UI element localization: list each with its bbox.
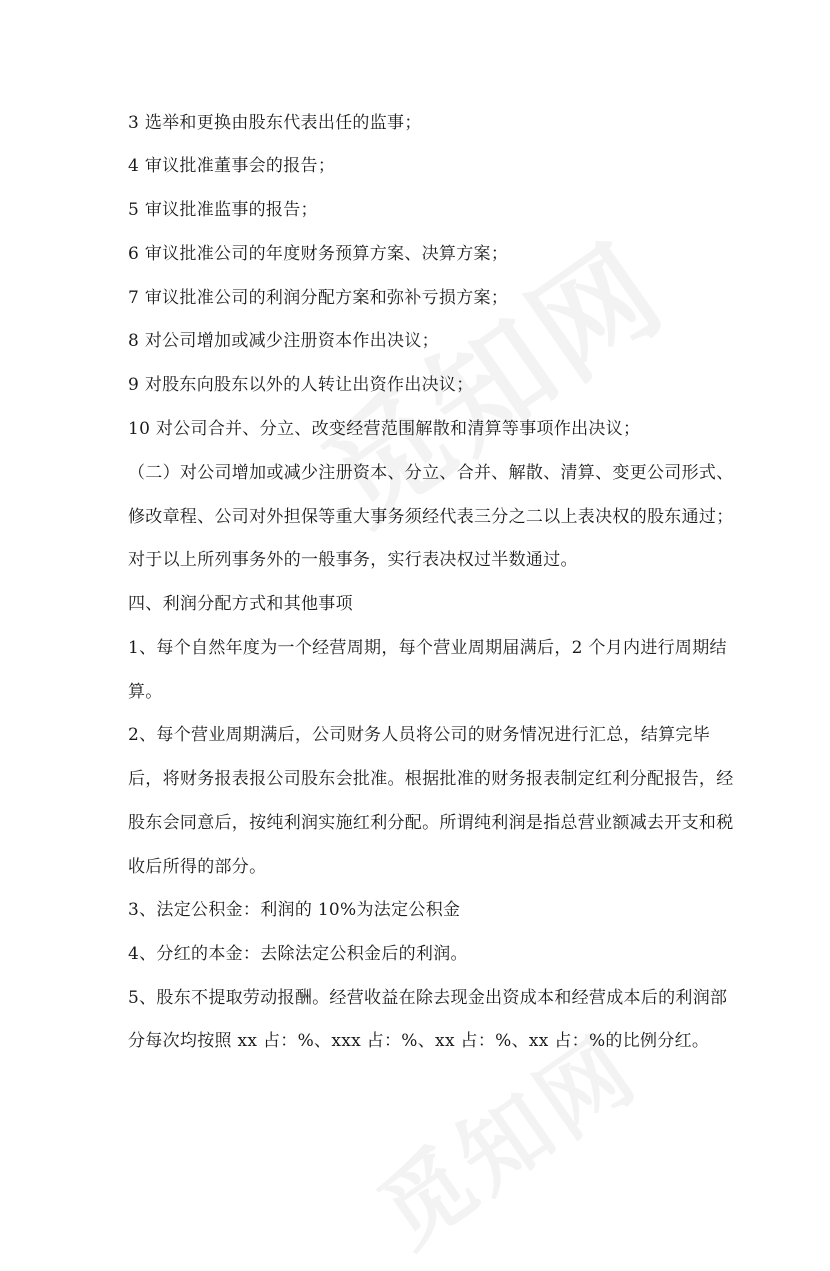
- list-item: 7 审议批准公司的利润分配方案和弥补亏损方案；: [128, 288, 509, 308]
- list-item: 8 对公司增加或减少注册资本作出决议；: [128, 331, 439, 351]
- list-item: 10 对公司合并、分立、改变经营范围解散和清算等事项作出决议；: [128, 419, 641, 439]
- list-item: 6 审议批准公司的年度财务预算方案、决算方案；: [128, 244, 509, 264]
- paragraph-line: 修改章程、公司对外担保等重大事务须经代表三分之二以上表决权的股东通过；: [128, 507, 734, 527]
- paragraph-line: 对于以上所列事务外的一般事务，实行表决权过半数通过。: [128, 550, 578, 570]
- paragraph-line: 2、每个营业周期满后，公司财务人员将公司的财务情况进行汇总，结算完毕: [128, 725, 711, 745]
- paragraph-line: 股东会同意后，按纯利润实施红利分配。所谓纯利润是指总营业额减去开支和税: [128, 813, 734, 833]
- paragraph-line: 算。: [128, 682, 163, 702]
- list-item: 3 选举和更换由股东代表出任的监事；: [128, 113, 422, 133]
- list-item: 4 审议批准董事会的报告；: [128, 156, 336, 176]
- paragraph-line: 4、分红的本金：去除法定公积金后的利润。: [128, 944, 468, 964]
- paragraph-line: （二）对公司增加或减少注册资本、分立、合并、解散、清算、变更公司形式、: [128, 463, 734, 483]
- list-item: 9 对股东向股东以外的人转让出资作出决议；: [128, 375, 474, 395]
- paragraph-line: 5、股东不提取劳动报酬。经营收益在除去现金出资成本和经营成本后的利润部: [128, 988, 728, 1008]
- paragraph-line: 1、每个自然年度为一个经营周期，每个营业周期届满后，2 个月内进行周期结: [128, 638, 727, 658]
- list-item: 5 审议批准监事的报告；: [128, 200, 318, 220]
- section-heading: 四、利润分配方式和其他事项: [128, 594, 353, 614]
- paragraph-line: 分每次均按照 xx 占：%、xxx 占：%、xx 占：%、xx 占：%的比例分红。: [128, 1031, 710, 1051]
- paragraph-line: 收后所得的部分。: [128, 857, 267, 877]
- paragraph-line: 后，将财务报表报公司股东会批准。根据批准的财务报表制定红利分配报告，经: [128, 769, 734, 789]
- paragraph-line: 3、法定公积金：利润的 10%为法定公积金: [128, 900, 461, 920]
